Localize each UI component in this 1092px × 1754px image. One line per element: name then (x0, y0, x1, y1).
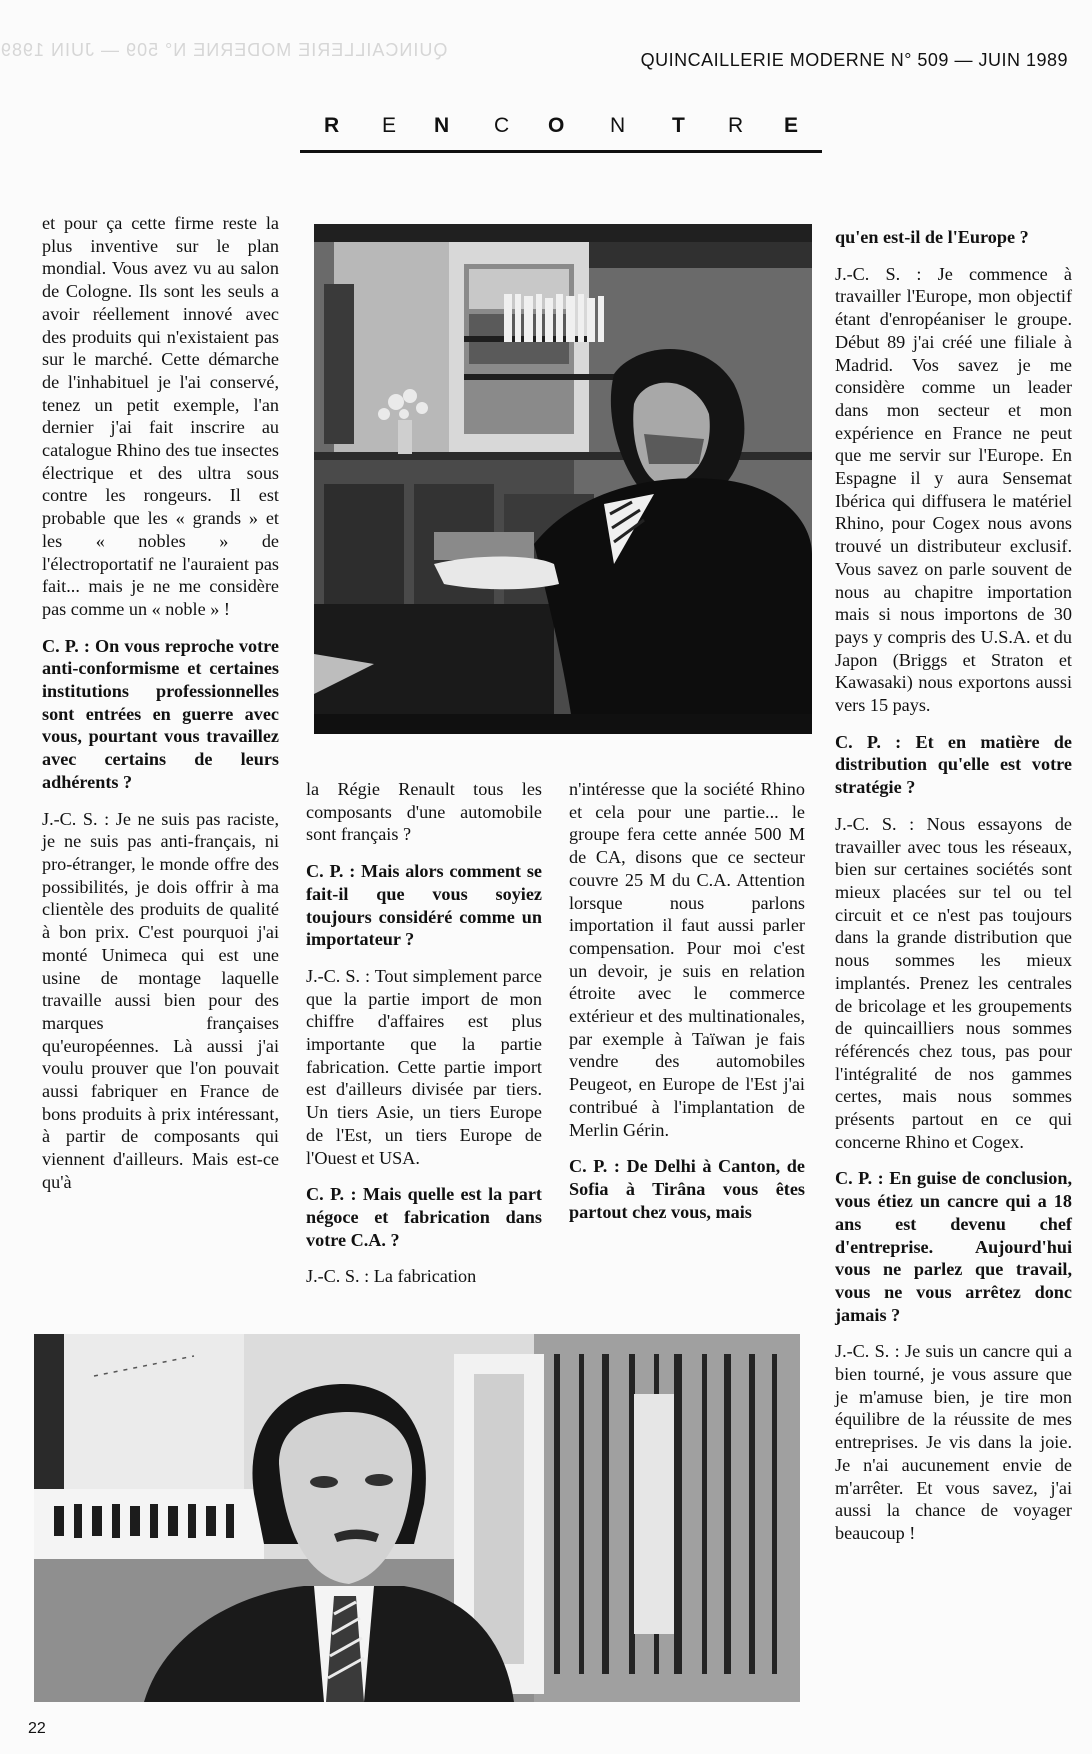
paragraph: n'intéresse que la société Rhino et cela pour une partie... le groupe fera cette année 500 M de CA, disons que ce secteur couvre 25 M du C.A. Attention lorsque nous parlons importation il faut aussi parler compensation. Pour moi c'est un devoir, je suis en relation étroite avec le commerce extérieur et des multinationales, par exemple à Taïwan je fais vendre des automobiles Peugeot, en Europe de l'Est j'ai contribué à l'implantation de Merlin Gérin. (569, 779, 805, 1140)
heading-rule (300, 150, 822, 153)
section-letter: T (672, 114, 685, 137)
photo-portrait (34, 1334, 800, 1702)
question: C. P. : Et en matière de distribution qu'elle est votre stratégie ? (835, 731, 1072, 798)
section-letter: R (728, 114, 744, 137)
column-2 (306, 778, 542, 1288)
section-letter: R (324, 114, 340, 137)
section-letter: O (548, 114, 565, 137)
question: C. P. : Mais alors comment se fait-il que vous soyiez toujours considéré comme un importateur ? (306, 861, 542, 950)
page-number: 22 (28, 1720, 46, 1737)
answer: J.-C. S. : Je suis un cancre qui a bien tourné, je vous assure que je m'amuse bien, je tire mon équilibre de la réussite de mes entreprises. Je vis dans la joie. Je n'ai aucunement envie de m'arrêter. Et vous savez, j'ai aussi la chance de voyager beaucoup ! (835, 1341, 1072, 1543)
answer: J.-C. S. : Tout simplement parce que la partie import de mon chiffre d'affaires est plus importante que la partie fabrication. Cette partie import est d'ailleurs divisée par tiers. Un tiers Asie, un tiers Europe de l'Est, un tiers Europe de l'Ouest et USA. (306, 965, 542, 1168)
section-letter: E (784, 114, 799, 137)
paragraph: et pour ça cette firme reste la plus inventive sur le plan mondial. Vous avez vu au salon de Cologne. Ils sont les seuls a avoir réellement innové avec des produits qui n'existaient pas sur le marché. Cette démarche de l'inhabituel je l'ai conservé, tenez un petit exemple, l'an dernier j'ai fait inscrire au catalogue Rhino des tue insectes électrique et des ultra sous contre les rongeurs. Il est probable que les « grands » et les « nobles » de l'électroportatif ne l'auraient pas fait... mais je ne me considère pas comme un « noble » ! (42, 213, 279, 619)
photo-man-on-phone-image (314, 224, 812, 734)
section-letter: E (382, 114, 397, 137)
show-through-text: QUINCAILLERIE MODERNE N° 509 — JUIN 1989 (0, 40, 448, 60)
photo-man-on-phone (314, 224, 812, 734)
question: C. P. : Mais quelle est la part négoce et fabrication dans votre C.A. ? (306, 1184, 542, 1250)
section-heading (300, 112, 820, 146)
question: qu'en est-il de l'Europe ? (835, 227, 1029, 247)
section-letter: C (494, 114, 510, 137)
photo-portrait-image (34, 1334, 800, 1702)
column-1 (42, 212, 279, 1194)
answer: J.-C. S. : Je ne suis pas raciste, je ne suis pas anti-français, ni pro-étranger, le monde offre des possibilités, je dois offrir à ma clientèle des produits de qualité à bon prix. C'est pourquoi j'ai monté Unimeca qui est une usine de montage laquelle travaille aussi bien pour des marques françaises qu'européennes. Là aussi j'ai voulu prouver que l'on pouvait aussi fabriquer en France de bons produits à prix intéressant, à partir de composants qui viennent d'ailleurs. Mais est-ce qu'à (42, 808, 279, 1192)
answer: J.-C. S. : La fabrication (306, 1266, 477, 1287)
section-letter: N (434, 114, 450, 137)
answer: J.-C. S. : Je commence à travailler l'Europe, mon objectif étant d'enropéaniser le groupe. Début 89 j'ai créé une filiale à Madrid. Vos savez je me considère comme un leader dans mon secteur et mon expérience en France ne peut que me servir sur l'Europe. En Espagne il y aura Sensemat Ibérica qui diffusera le matériel Rhino, pour Cogex nous avons trouvé un distributeur exclusif. Vous savez on parle souvent de nous au chapitre importation mais si nous importons de 30 pays y compris des U.S.A. et du Japon (Briggs et Straton et Kawasaki) nous exportons aussi vers 15 pays. (835, 263, 1072, 716)
running-header: QUINCAILLERIE MODERNE N° 509 — JUIN 1989 (640, 50, 1068, 70)
question: C. P. : On vous reproche votre anti-conformisme et certaines institutions professionnelles sont entrées en guerre avec vous, pourtant vous travaillez avec certains de leurs adhérents ? (42, 635, 279, 792)
answer: J.-C. S. : Nous essayons de travailler avec tous les réseaux, bien sur certaines sociétés sont mieux placées sur tel ou tel circuit et ce n'est pas toujours dans la grande distribution que nous sommes les mieux implantés. Prenez les centrales de bricolage et les groupements de quincailliers nous sommes référencés chez tous, pas pour l'intégralité de nos gammes certes, mais nous sommes présents partout en ce qui concerne Rhino et Cogex. (835, 813, 1072, 1152)
paragraph: la Régie Renault tous les composants d'une automobile sont français ? (306, 779, 542, 845)
column-4 (835, 226, 1072, 1545)
section-letter: N (610, 114, 626, 137)
column-3 (569, 778, 805, 1223)
question: C. P. : En guise de conclusion, vous étiez un cancre qui a 18 ans est devenu chef d'entreprise. Aujourd'hui vous ne parlez que travail, vous ne vous arrêtez donc jamais ? (835, 1168, 1072, 1325)
question: C. P. : De Delhi à Canton, de Sofia à Tirâna vous êtes partout chez vous, mais (569, 1156, 805, 1222)
